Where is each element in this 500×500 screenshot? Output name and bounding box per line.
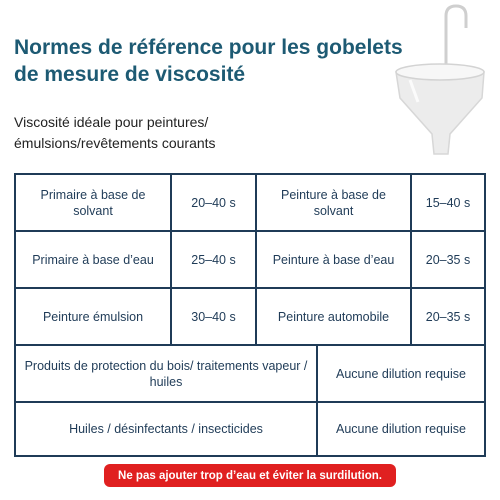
table-cell: 15–40 s xyxy=(425,195,471,210)
table-cell: Huiles / désinfectants / insecticides xyxy=(16,403,318,455)
table-cell: Peinture automobile xyxy=(257,289,412,344)
page-title: Normes de référence pour les gobelets de mesure de viscosité xyxy=(14,36,403,86)
table-cell: 30–40 s xyxy=(172,289,257,344)
table-cell: Peinture émulsion xyxy=(16,289,172,344)
table-cell: Aucune dilution requise xyxy=(336,366,466,381)
table-row xyxy=(16,289,484,346)
table-row xyxy=(16,175,484,232)
table-cell: Peinture à base de solvant xyxy=(257,175,412,230)
table-cell: 20–40 s xyxy=(172,175,257,230)
warning-banner: Ne pas ajouter trop d’eau et éviter la surdilution. xyxy=(104,464,396,487)
table-row xyxy=(16,403,484,455)
table-cell: Primaire à base de solvant xyxy=(16,175,172,230)
table-cell: 20–35 s xyxy=(425,252,471,267)
table-row xyxy=(16,346,484,403)
viscosity-table xyxy=(14,173,486,457)
table-cell: 20–35 s xyxy=(425,309,471,324)
table-cell: Peinture à base d’eau xyxy=(257,232,412,287)
viscosity-cup-icon xyxy=(388,4,492,164)
subtitle: Viscosité idéale pour peintures/émulsions/revêtements courants xyxy=(14,114,216,151)
table-row xyxy=(16,232,484,289)
table-cell: Produits de protection du bois/ traitements vapeur / huiles xyxy=(16,346,318,401)
table-cell: Primaire à base d’eau xyxy=(16,232,172,287)
table-cell: 25–40 s xyxy=(172,232,257,287)
table-cell: Aucune dilution requise xyxy=(336,422,466,436)
